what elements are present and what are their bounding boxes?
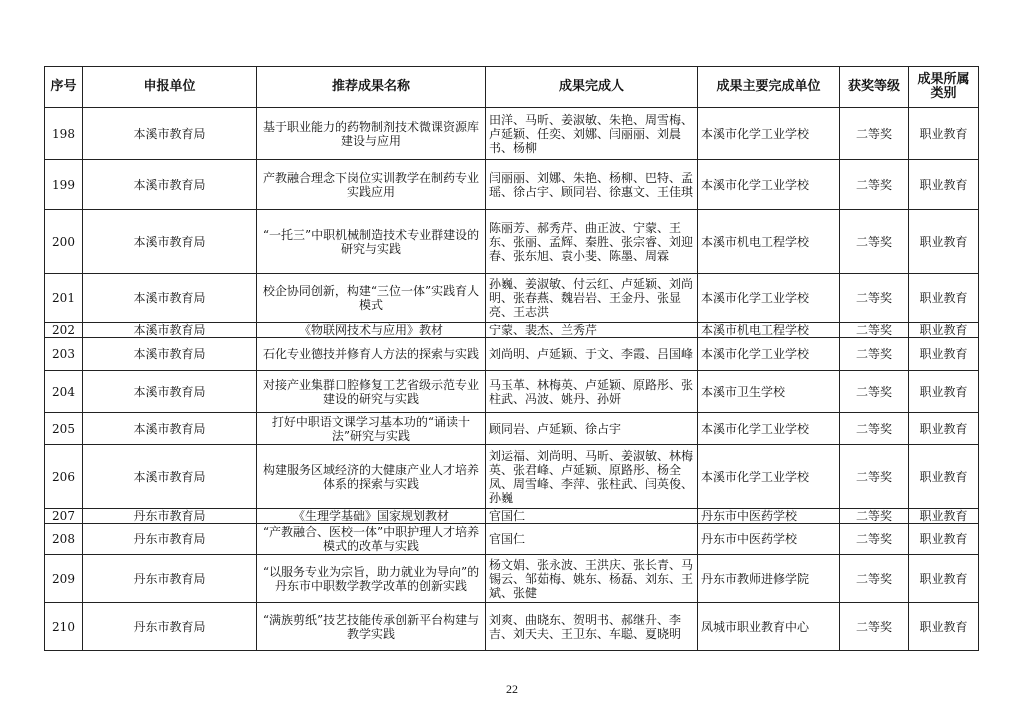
cell-name: 对接产业集群口腔修复工艺省级示范专业建设的研究与实践 [257, 371, 486, 413]
cell-unit: 本溪市教育局 [83, 274, 257, 323]
cell-main-unit: 本溪市化学工业学校 [698, 274, 840, 323]
cell-main-unit: 丹东市中医药学校 [698, 509, 840, 524]
cell-category: 职业教育 [909, 603, 979, 651]
cell-unit: 丹东市教育局 [83, 555, 257, 603]
table-row [45, 603, 979, 651]
cell-level: 二等奖 [840, 323, 909, 338]
cell-category: 职业教育 [909, 445, 979, 509]
header-level: 获奖等级 [840, 67, 909, 108]
table-row [45, 160, 979, 210]
cell-level: 二等奖 [840, 371, 909, 413]
table-row [45, 371, 979, 413]
cell-people: 官国仁 [486, 509, 698, 524]
cell-name: 基于职业能力的药物制剂技术微课资源库建设与应用 [257, 108, 486, 160]
table-row [45, 413, 979, 445]
cell-category: 职业教育 [909, 160, 979, 210]
cell-seq: 201 [45, 274, 83, 323]
table-row [45, 274, 979, 323]
cell-category: 职业教育 [909, 524, 979, 555]
cell-main-unit: 本溪市化学工业学校 [698, 413, 840, 445]
cell-category: 职业教育 [909, 274, 979, 323]
cell-level: 二等奖 [840, 445, 909, 509]
cell-main-unit: 本溪市机电工程学校 [698, 210, 840, 274]
awards-table [44, 66, 979, 651]
cell-seq: 199 [45, 160, 83, 210]
cell-level: 二等奖 [840, 160, 909, 210]
cell-unit: 丹东市教育局 [83, 524, 257, 555]
cell-people: 杨文娟、张永波、王洪庆、张长青、马锡云、邹茹梅、姚东、杨磊、刘东、王斌、张健 [486, 555, 698, 603]
cell-main-unit: 本溪市机电工程学校 [698, 323, 840, 338]
cell-level: 二等奖 [840, 274, 909, 323]
cell-unit: 本溪市教育局 [83, 210, 257, 274]
cell-category: 职业教育 [909, 555, 979, 603]
cell-category: 职业教育 [909, 371, 979, 413]
table-row [45, 524, 979, 555]
cell-level: 二等奖 [840, 210, 909, 274]
cell-main-unit: 本溪市化学工业学校 [698, 108, 840, 160]
cell-name: 石化专业德技并修育人方法的探索与实践 [257, 338, 486, 371]
cell-people: 刘爽、曲晓东、贺明书、郝继升、李吉、刘天夫、王卫东、车聪、夏晓明 [486, 603, 698, 651]
cell-seq: 198 [45, 108, 83, 160]
cell-people: 马玉革、林梅英、卢延颖、原路彤、张柱武、冯波、姚丹、孙妍 [486, 371, 698, 413]
cell-level: 二等奖 [840, 509, 909, 524]
cell-name: “一托三”中职机械制造技术专业群建设的研究与实践 [257, 210, 486, 274]
cell-category: 职业教育 [909, 338, 979, 371]
cell-people: 宁蒙、裴杰、兰秀芹 [486, 323, 698, 338]
cell-unit: 本溪市教育局 [83, 108, 257, 160]
table-row [45, 445, 979, 509]
table-row [45, 338, 979, 371]
cell-unit: 本溪市教育局 [83, 338, 257, 371]
cell-category: 职业教育 [909, 509, 979, 524]
cell-main-unit: 丹东市教师进修学院 [698, 555, 840, 603]
cell-main-unit: 本溪市化学工业学校 [698, 338, 840, 371]
table-row [45, 323, 979, 338]
header-seq: 序号 [45, 67, 83, 108]
cell-name: 打好中职语文课学习基本功的“诵读十法”研究与实践 [257, 413, 486, 445]
cell-level: 二等奖 [840, 413, 909, 445]
cell-name: 校企协同创新，构建“三位一体”实践育人模式 [257, 274, 486, 323]
cell-people: 刘尚明、卢延颖、于文、李霞、吕国峰 [486, 338, 698, 371]
cell-level: 二等奖 [840, 338, 909, 371]
cell-seq: 206 [45, 445, 83, 509]
cell-people: 刘运福、刘尚明、马昕、姜淑敏、林梅英、张君峰、卢延颖、原路彤、杨全凤、周雪峰、李萍、张柱武、闫英俊、孙巍 [486, 445, 698, 509]
table-row [45, 108, 979, 160]
header-name: 推荐成果名称 [257, 67, 486, 108]
cell-unit: 本溪市教育局 [83, 445, 257, 509]
table-row [45, 555, 979, 603]
page-number: 22 [506, 682, 518, 696]
cell-main-unit: 凤城市职业教育中心 [698, 603, 840, 651]
cell-name: 《生理学基础》国家规划教材 [257, 509, 486, 524]
cell-name: 构建服务区域经济的大健康产业人才培养体系的探索与实践 [257, 445, 486, 509]
header-category: 成果所属类别 [909, 67, 979, 108]
header-main-unit: 成果主要完成单位 [698, 67, 840, 108]
cell-name: “产教融合、医校一体”中职护理人才培养模式的改革与实践 [257, 524, 486, 555]
cell-unit: 丹东市教育局 [83, 509, 257, 524]
cell-unit: 本溪市教育局 [83, 371, 257, 413]
cell-people: 陈丽芳、郝秀芹、曲正波、宁蒙、王东、张丽、孟辉、秦胜、张宗睿、刘迎春、张东旭、袁小斐、陈墨、周霖 [486, 210, 698, 274]
cell-unit: 本溪市教育局 [83, 413, 257, 445]
cell-name: 产教融合理念下岗位实训教学在制药专业实践应用 [257, 160, 486, 210]
cell-category: 职业教育 [909, 210, 979, 274]
header-unit: 申报单位 [83, 67, 257, 108]
cell-seq: 209 [45, 555, 83, 603]
cell-category: 职业教育 [909, 413, 979, 445]
cell-unit: 本溪市教育局 [83, 160, 257, 210]
cell-people: 顾同岩、卢延颖、徐占宇 [486, 413, 698, 445]
cell-level: 二等奖 [840, 524, 909, 555]
table-row [45, 509, 979, 524]
cell-people: 田洋、马昕、姜淑敏、朱艳、周雪梅、卢延颖、任奕、刘娜、闫丽丽、刘晨书、杨柳 [486, 108, 698, 160]
cell-seq: 200 [45, 210, 83, 274]
cell-main-unit: 丹东市中医药学校 [698, 524, 840, 555]
cell-category: 职业教育 [909, 323, 979, 338]
cell-seq: 208 [45, 524, 83, 555]
cell-unit: 本溪市教育局 [83, 323, 257, 338]
cell-seq: 205 [45, 413, 83, 445]
cell-seq: 207 [45, 509, 83, 524]
cell-seq: 202 [45, 323, 83, 338]
cell-name: 《物联网技术与应用》教材 [257, 323, 486, 338]
cell-unit: 丹东市教育局 [83, 603, 257, 651]
cell-main-unit: 本溪市化学工业学校 [698, 445, 840, 509]
cell-main-unit: 本溪市化学工业学校 [698, 160, 840, 210]
header-people: 成果完成人 [486, 67, 698, 108]
cell-main-unit: 本溪市卫生学校 [698, 371, 840, 413]
cell-level: 二等奖 [840, 108, 909, 160]
cell-seq: 210 [45, 603, 83, 651]
cell-people: 官国仁 [486, 524, 698, 555]
cell-level: 二等奖 [840, 603, 909, 651]
cell-category: 职业教育 [909, 108, 979, 160]
cell-name: “以服务专业为宗旨，助力就业为导向”的丹东市中职数学教学改革的创新实践 [257, 555, 486, 603]
cell-level: 二等奖 [840, 555, 909, 603]
cell-people: 孙巍、姜淑敏、付云红、卢延颖、刘尚明、张春燕、魏岩岩、王金丹、张显亮、王志洪 [486, 274, 698, 323]
header-row [45, 67, 979, 108]
table-row [45, 210, 979, 274]
cell-name: “满族剪纸”技艺技能传承创新平台构建与教学实践 [257, 603, 486, 651]
cell-seq: 203 [45, 338, 83, 371]
cell-seq: 204 [45, 371, 83, 413]
cell-people: 闫丽丽、刘娜、朱艳、杨柳、巴特、孟瑶、徐占宇、顾同岩、徐惠文、王佳琪 [486, 160, 698, 210]
